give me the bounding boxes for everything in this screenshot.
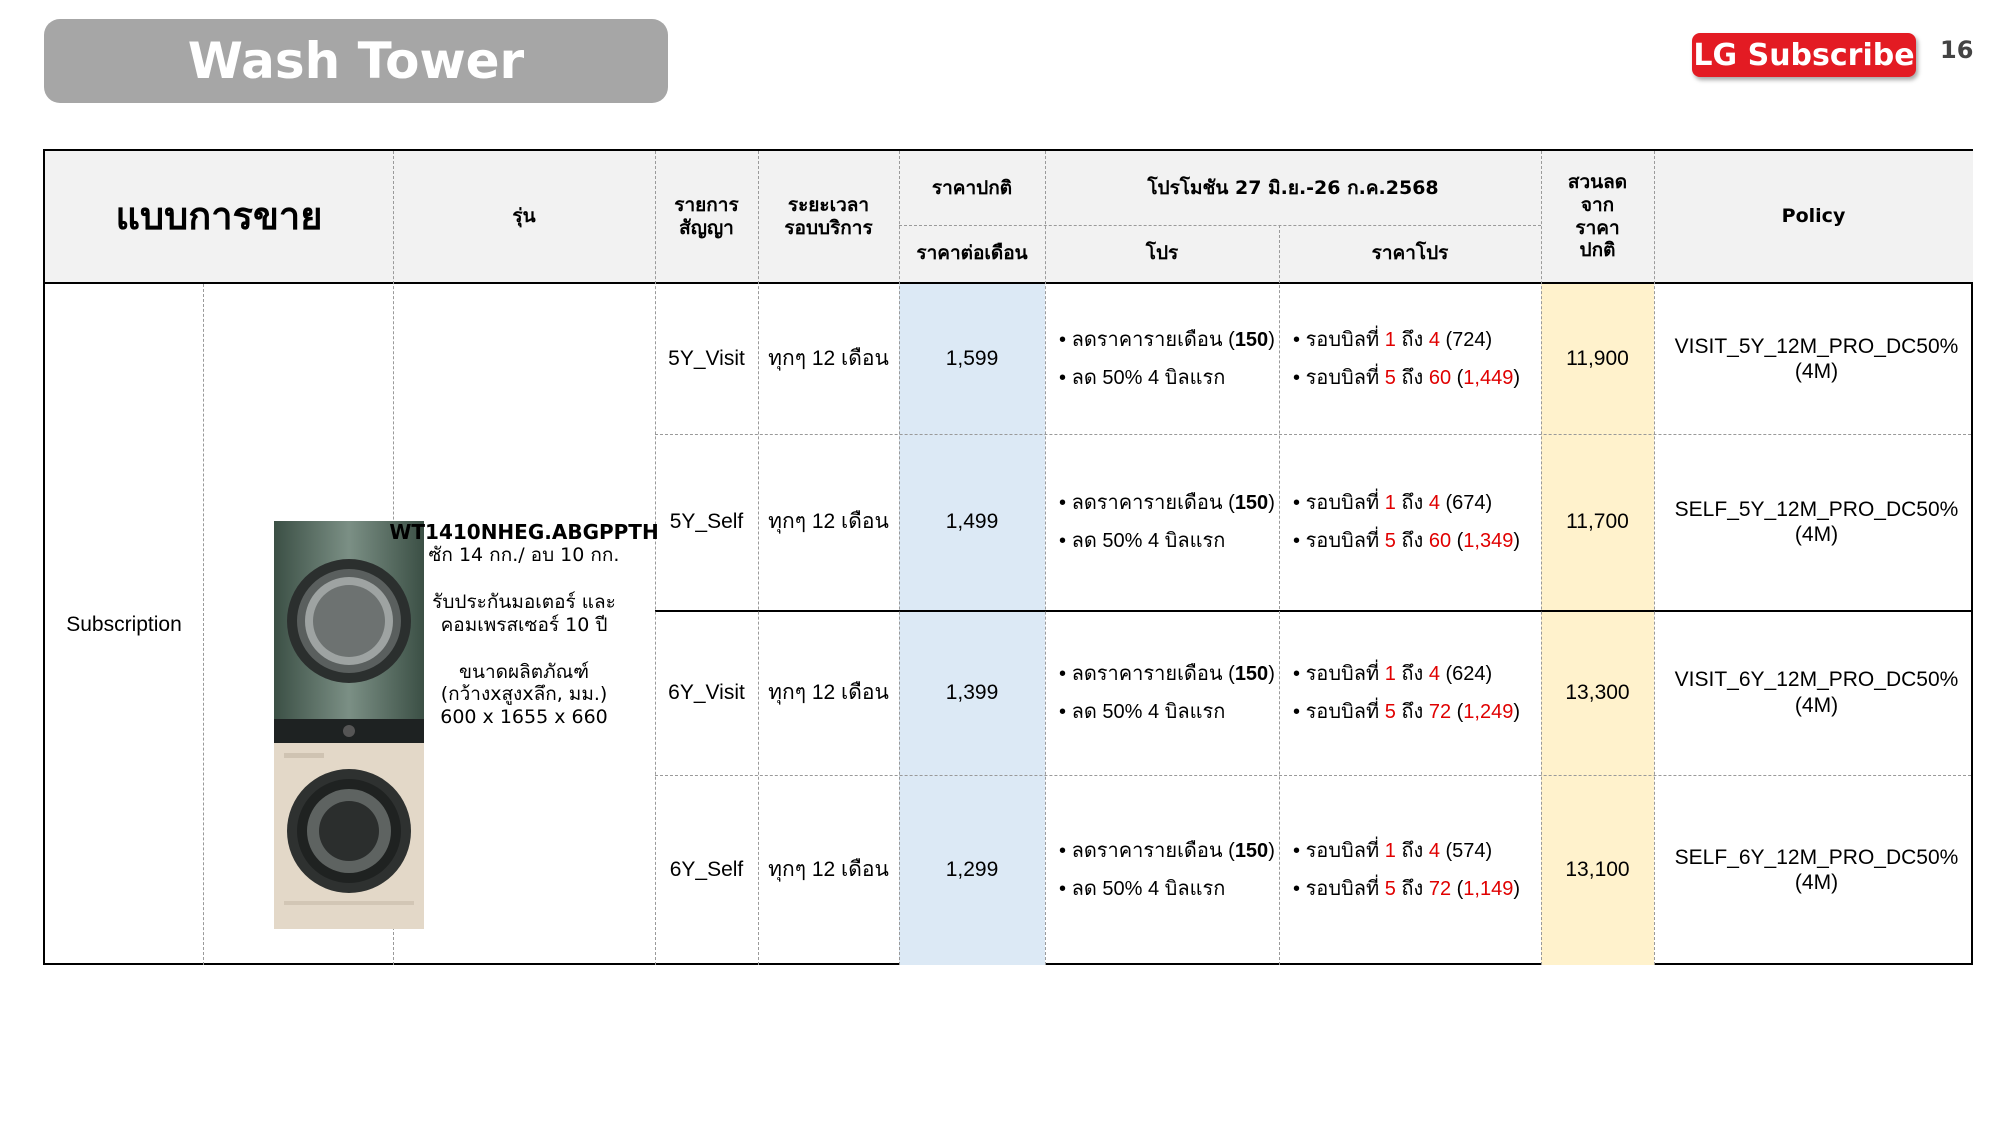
bill-close: ): [1513, 700, 1521, 723]
promo-value: 150: [1234, 492, 1269, 514]
monthly-price-cell: 1,299: [945, 858, 999, 882]
promo-text: ลด 50% 4 บิลแรก: [1071, 530, 1226, 552]
promo-price-line: • รอบบิลที่ 5 ถึง 72 (1,249): [1293, 700, 1521, 723]
bill-from: 1: [1384, 329, 1396, 351]
contract-cell: 5Y_Self: [669, 510, 744, 534]
bill-open: (: [1439, 840, 1453, 862]
monthly-price-cell: 1,599: [945, 347, 999, 371]
promo-line: • ลด 50% 4 บิลแรก: [1059, 367, 1226, 389]
bill-from: 5: [1384, 367, 1396, 389]
bill-price: 674: [1452, 492, 1486, 514]
bill-close: ): [1485, 329, 1493, 351]
bill-price: 1,249: [1463, 700, 1514, 723]
bill-to-label: ถึง: [1395, 329, 1429, 351]
bill-label: รอบบิลที่: [1305, 329, 1385, 351]
policy-cell: VISIT_5Y_12M_PRO_DC50%(4M): [1674, 334, 1959, 383]
product-details: [389, 284, 659, 965]
discount-cell: 11,700: [1566, 510, 1629, 534]
bill-from: 1: [1384, 662, 1396, 685]
header-policy: Policy: [1654, 151, 1973, 282]
header-monthly-price: ราคาต่อเดือน: [899, 225, 1045, 282]
promo-text: ลด 50% 4 บิลแรก: [1071, 367, 1226, 389]
promo-text: ): [1268, 662, 1275, 685]
promo-price-line: • รอบบิลที่ 1 ถึง 4 (624): [1293, 662, 1493, 685]
promo-price-line: • รอบบิลที่ 1 ถึง 4 (724): [1293, 329, 1493, 351]
bill-price: 574: [1452, 840, 1486, 862]
service-cell: ทุกๆ 12 เดือน: [768, 858, 889, 882]
bill-open: (: [1451, 700, 1464, 723]
slide-title: Wash Tower: [187, 32, 525, 90]
slide-title-box: [44, 19, 668, 103]
product-dimensions: 600 x 1655 x 660: [440, 706, 608, 729]
service-cell: ทุกๆ 12 เดือน: [768, 510, 889, 534]
bill-label: รอบบิลที่: [1305, 530, 1385, 552]
bill-open: (: [1451, 367, 1464, 389]
pricing-table: [43, 149, 1973, 965]
bill-from: 1: [1384, 840, 1396, 862]
bill-close: ): [1513, 530, 1521, 552]
promo-text: ลดราคารายเดือน (: [1071, 662, 1235, 685]
bill-price: 1,349: [1463, 530, 1514, 552]
bill-to: 72: [1428, 700, 1452, 723]
bill-label: รอบบิลที่: [1305, 492, 1385, 514]
header-discount: สวนลดจากราคาปกติ: [1541, 151, 1654, 282]
bill-label: รอบบิลที่: [1305, 700, 1385, 723]
bill-open: (: [1439, 662, 1453, 685]
bill-from: 1: [1384, 492, 1396, 514]
policy-cell: SELF_6Y_12M_PRO_DC50%(4M): [1674, 845, 1959, 894]
header-regular-price: ราคาปกติ: [899, 151, 1045, 225]
discount-cell: 11,900: [1566, 347, 1629, 371]
header-promo: โปร: [1045, 225, 1279, 282]
promo-line: • ลดราคารายเดือน (150): [1059, 329, 1275, 351]
bill-label: รอบบิลที่: [1305, 878, 1385, 900]
promo-text: ลดราคารายเดือน (: [1071, 329, 1235, 351]
promo-text: ): [1268, 329, 1275, 351]
bill-to: 60: [1428, 367, 1452, 389]
bill-price: 1,149: [1463, 878, 1514, 900]
bill-to-label: ถึง: [1395, 492, 1429, 514]
promo-price-line: • รอบบิลที่ 5 ถึง 60 (1,349): [1293, 530, 1521, 552]
promo-value: 150: [1234, 840, 1269, 862]
promo-price-line: • รอบบิลที่ 1 ถึง 4 (574): [1293, 840, 1493, 862]
bill-to-label: ถึง: [1395, 878, 1429, 900]
bill-to-label: ถึง: [1395, 367, 1429, 389]
header-promotion: โปรโมชัน 27 มิ.ย.-26 ก.ค.2568: [1045, 151, 1541, 225]
bill-to: 4: [1428, 662, 1440, 685]
product-warranty: รับประกันมอเตอร์ และคอมเพรสเซอร์ 10 ปี: [432, 590, 616, 636]
promo-price-cell: [1279, 775, 1541, 965]
bill-price: 724: [1452, 329, 1486, 351]
promo-text: ): [1268, 492, 1275, 514]
promo-line: • ลดราคารายเดือน (150): [1059, 662, 1275, 685]
bill-to-label: ถึง: [1395, 840, 1429, 862]
product-model: WT1410NHEG.ABGPPTH: [389, 520, 659, 545]
bill-from: 5: [1384, 700, 1396, 723]
bill-from: 5: [1384, 878, 1396, 900]
bill-close: ): [1485, 492, 1493, 514]
bill-open: (: [1439, 329, 1453, 351]
bill-label: รอบบิลที่: [1305, 367, 1385, 389]
discount-cell: 13,100: [1565, 858, 1630, 882]
bill-to: 4: [1428, 329, 1440, 351]
monthly-price-cell: 1,399: [945, 680, 999, 704]
promo-cell: [1045, 284, 1279, 434]
bill-to: 60: [1428, 530, 1452, 552]
promo-line: • ลด 50% 4 บิลแรก: [1059, 530, 1226, 552]
bill-label: รอบบิลที่: [1305, 840, 1385, 862]
promo-price-cell: [1279, 434, 1541, 610]
promo-cell: [1045, 775, 1279, 965]
promo-text: ลดราคารายเดือน (: [1071, 840, 1235, 862]
policy-cell: VISIT_6Y_12M_PRO_DC50%(4M): [1674, 668, 1959, 717]
bill-label: รอบบิลที่: [1305, 662, 1385, 685]
promo-text: ): [1268, 840, 1275, 862]
lg-subscribe-logo: LG Subscribe: [1692, 33, 1916, 77]
bill-to-label: ถึง: [1395, 700, 1429, 723]
service-cell: ทุกๆ 12 เดือน: [768, 680, 889, 704]
product-capacity: ซัก 14 กก./ อบ 10 กก.: [428, 544, 620, 567]
contract-cell: 5Y_Visit: [668, 347, 745, 371]
bill-close: ): [1485, 662, 1493, 685]
promo-text: ลด 50% 4 บิลแรก: [1071, 878, 1226, 900]
promo-price-cell: [1279, 284, 1541, 434]
bill-open: (: [1451, 530, 1464, 552]
promo-value: 150: [1234, 329, 1269, 351]
policy-cell: SELF_5Y_12M_PRO_DC50%(4M): [1674, 497, 1959, 546]
page-number: 16: [1940, 36, 1974, 64]
service-cell: ทุกๆ 12 เดือน: [768, 347, 889, 371]
contract-cell: 6Y_Visit: [668, 680, 745, 704]
contract-cell: 6Y_Self: [669, 858, 744, 882]
bill-close: ): [1513, 367, 1521, 389]
promo-price-line: • รอบบิลที่ 5 ถึง 72 (1,149): [1293, 878, 1521, 900]
header-contract: รายการสัญญา: [655, 151, 758, 282]
bill-to-label: ถึง: [1395, 662, 1429, 685]
promo-price-cell: [1279, 610, 1541, 775]
bill-open: (: [1439, 492, 1453, 514]
promo-line: • ลด 50% 4 บิลแรก: [1059, 700, 1226, 723]
header-sales-type: แบบการขาย: [45, 151, 393, 282]
promo-price-line: • รอบบิลที่ 1 ถึง 4 (674): [1293, 492, 1493, 514]
promo-text: ลด 50% 4 บิลแรก: [1071, 700, 1226, 723]
bill-from: 5: [1384, 530, 1396, 552]
promo-cell: [1045, 434, 1279, 610]
header-promo-price: ราคาโปร: [1279, 225, 1541, 282]
promo-cell: [1045, 610, 1279, 775]
bill-to: 72: [1428, 878, 1452, 900]
discount-cell: 13,300: [1565, 680, 1630, 704]
bill-close: ): [1485, 840, 1493, 862]
promo-price-line: • รอบบิลที่ 5 ถึง 60 (1,449): [1293, 367, 1521, 389]
header-service-period: ระยะเวลารอบบริการ: [758, 151, 899, 282]
promo-line: • ลดราคารายเดือน (150): [1059, 840, 1275, 862]
bill-to: 4: [1428, 492, 1440, 514]
bill-price: 624: [1452, 662, 1486, 685]
promo-line: • ลดราคารายเดือน (150): [1059, 492, 1275, 514]
product-dimension-label: ขนาดผลิตภัณฑ์ (กว้างxสูงxลึก, มม.): [440, 660, 608, 706]
promo-text: ลดราคารายเดือน (: [1071, 492, 1235, 514]
monthly-price-cell: 1,499: [945, 510, 999, 534]
header-model: รุ่น: [393, 151, 655, 282]
bill-to-label: ถึง: [1395, 530, 1429, 552]
bill-to: 4: [1428, 840, 1440, 862]
promo-line: • ลด 50% 4 บิลแรก: [1059, 878, 1226, 900]
bill-close: ): [1513, 878, 1521, 900]
promo-value: 150: [1234, 662, 1269, 685]
sales-type-subscription: Subscription: [66, 612, 182, 636]
bill-open: (: [1451, 878, 1464, 900]
bill-price: 1,449: [1463, 367, 1514, 389]
